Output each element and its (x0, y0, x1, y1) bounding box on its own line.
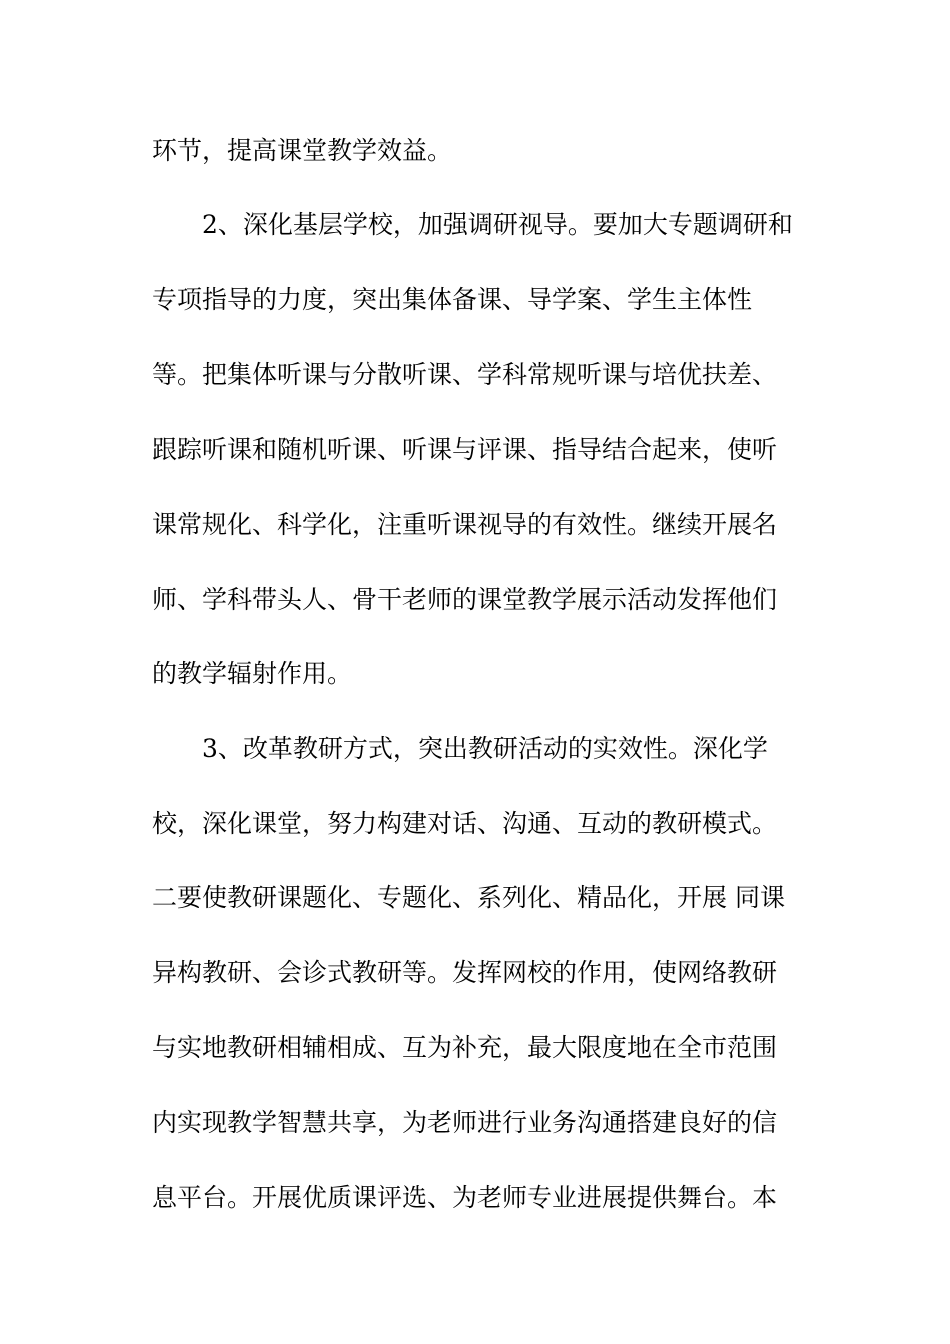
text-line: 师、学科带头人、骨干老师的课堂教学展示活动发挥他们 (152, 585, 778, 614)
text-line: 的教学辐射作用。 (152, 659, 353, 688)
text-line: 课常规化、科学化，注重听课视导的有效性。继续开展名 (152, 510, 778, 539)
text-line: 与实地教研相辅相成、互为补充，最大限度地在全市范围 (152, 1033, 778, 1062)
text-line: 等。把集体听课与分散听课、学科常规听课与培优扶差、 (152, 360, 778, 389)
paragraph-2-first-line: 2、深化基层学校，加强调研视导。要加大专题调研和 (202, 210, 793, 239)
text-line: 异构教研、会诊式教研等。发挥网校的作用，使网络教研 (152, 958, 778, 987)
paragraph-3-first-line: 3、改革教研方式，突出教研活动的实效性。深化学 (202, 734, 768, 763)
text-line: 跟踪听课和随机听课、听课与评课、指导结合起来，使听 (152, 435, 778, 464)
text-line: 二要使教研课题化、专题化、系列化、精品化，开展 同课 (152, 883, 785, 912)
text-line: 校，深化课堂，努力构建对话、沟通、互动的教研模式。 (152, 809, 778, 838)
text-line: 息平台。开展优质课评选、为老师专业进展提供舞台。本 (152, 1183, 778, 1212)
text-line: 内实现教学智慧共享，为老师进行业务沟通搭建良好的信 (152, 1108, 778, 1137)
text-line: 专项指导的力度，突出集体备课、导学案、学生主体性 (152, 285, 753, 314)
text-line: 环节，提高课堂教学效益。 (152, 136, 453, 165)
